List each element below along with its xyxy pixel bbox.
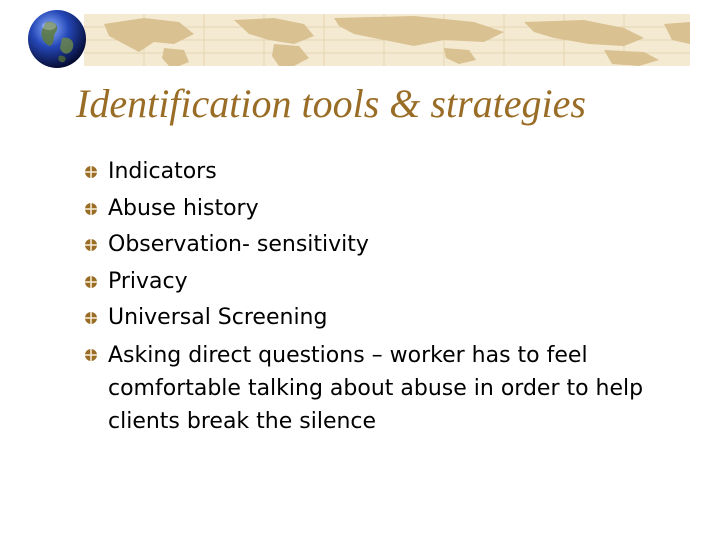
- globe-icon: [26, 8, 88, 70]
- bullet-item: [84, 191, 684, 228]
- bullet-item: [84, 300, 684, 337]
- compass-bullet-icon: [84, 238, 98, 252]
- compass-bullet-icon: [84, 311, 98, 325]
- bullet-list: [84, 154, 684, 438]
- bullet-item: [84, 154, 684, 191]
- bullet-text: Abuse history: [108, 195, 259, 221]
- bullet-text: Observation- sensitivity: [108, 232, 369, 257]
- world-map-icon: [84, 14, 690, 66]
- compass-bullet-icon: [84, 348, 98, 362]
- compass-bullet-icon: [84, 202, 98, 216]
- bullet-item: [84, 337, 684, 438]
- compass-bullet-icon: [84, 165, 98, 179]
- bullet-text: Asking direct questions – worker has to feel comfortable talking about abuse in order to help clients break the silence: [108, 342, 644, 434]
- bullet-text: Indicators: [108, 159, 217, 184]
- compass-bullet-icon: [84, 275, 98, 289]
- bullet-item: [84, 227, 684, 264]
- slide-title: Identification tools & strategies: [76, 81, 586, 126]
- bullet-text: Universal Screening: [108, 305, 328, 330]
- bullet-text: Privacy: [108, 268, 188, 294]
- bullet-item: [84, 264, 684, 301]
